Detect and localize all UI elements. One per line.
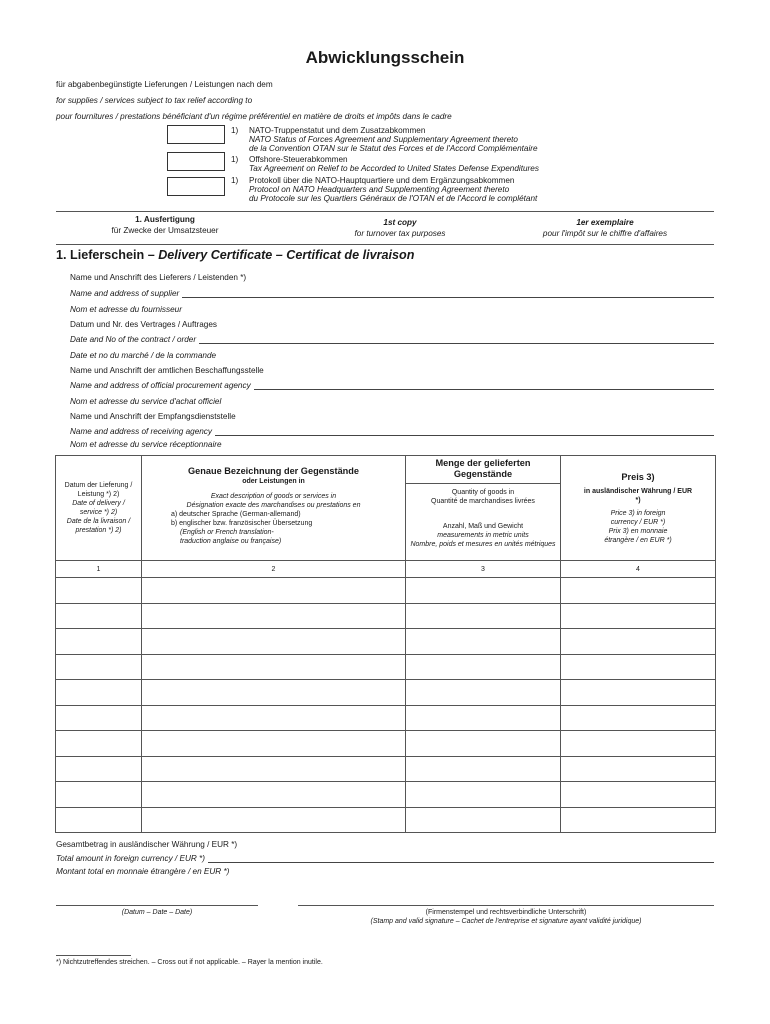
col-measure-de: Anzahl, Maß und Gewicht [442, 523, 524, 530]
column-number: 4 [561, 561, 716, 578]
receiving-label-de [70, 410, 714, 421]
contract-input-line[interactable] [199, 335, 714, 344]
contract-label-fr [70, 349, 714, 360]
supplier-field[interactable] [70, 287, 714, 298]
nato-sofa-checkbox[interactable] [167, 125, 225, 144]
quantity-cell[interactable] [406, 578, 561, 604]
option-sofa-fr: de la Convention OTAN sur le Statut des Forces et de l'Accord Complémentaire [249, 144, 538, 153]
copy-german-sub: für Zwecke der Umsatzsteuer [111, 225, 219, 235]
quantity-cell[interactable] [406, 731, 561, 757]
supplier-label-fr-text: Nom et adresse du fournisseur [70, 305, 182, 314]
procurement-label-de [70, 364, 714, 375]
intro-german: für abgabenbegünstigte Lieferungen / Leistungen nach dem [56, 80, 273, 89]
contract-label-de [70, 318, 714, 329]
col-description-sub: oder Leistungen in [242, 478, 305, 485]
col-quantity-header [406, 456, 561, 561]
intro-french: pour fournitures / prestations bénéficiant d'un régime préférentiel en matière de droits et impôts dans le cadre [56, 112, 452, 121]
quantity-cell[interactable] [406, 756, 561, 782]
total-input-line[interactable] [208, 854, 714, 863]
footnote: *) Nichtzutreffendes streichen. – Cross out if not applicable. – Rayer la mention inutile. [56, 959, 323, 966]
stamp-label-en-fr: (Stamp and valid signature – Cachet de l'entreprise et signature ayant validité juridique) [370, 918, 642, 925]
date-label: (Datum – Date – Date) [121, 909, 193, 916]
col-price-en: Price 3) in foreign [610, 510, 666, 517]
col-description-b: b) englischer bzw. französischer Übersetzung [171, 520, 313, 527]
stamp-label-de: (Firmenstempel und rechtsverbindliche Unterschrift) [425, 909, 587, 916]
date-cell[interactable] [56, 654, 142, 680]
price-cell[interactable] [561, 578, 716, 604]
column-number-row [56, 561, 716, 578]
col-description-b-en: (English or French translation- [180, 529, 274, 536]
procurement-field[interactable] [70, 379, 714, 390]
option-hq-en: Protocol on NATO Headquarters and Supplementing Agreement thereto [249, 185, 510, 194]
table-row [56, 807, 716, 833]
quantity-cell[interactable] [406, 680, 561, 706]
col-measure-en: measurements in metric units [437, 532, 529, 539]
description-cell[interactable] [142, 807, 406, 833]
quantity-cell[interactable] [406, 629, 561, 655]
description-cell[interactable] [142, 603, 406, 629]
copy-english-title: 1st copy [383, 218, 417, 227]
procurement-label-fr-text: Nom et adresse du service d'achat officiel [70, 397, 222, 406]
option-footnote: 1) [231, 126, 239, 135]
procurement-input-line[interactable] [254, 381, 714, 390]
option-footnote: 1) [231, 155, 239, 164]
receiving-label-text: Name und Anschrift der Empfangsdienststelle [70, 412, 236, 421]
quantity-cell[interactable] [406, 654, 561, 680]
divider [56, 211, 714, 212]
col-quantity-title: Menge der gelieferten Gegenstände [406, 456, 560, 484]
col-description-a: a) deutscher Sprache (German-allemand) [171, 511, 301, 518]
total-label-en: Total amount in foreign currency / EUR *) [56, 854, 205, 863]
description-cell[interactable] [142, 578, 406, 604]
section-title-de: 1. Lieferschein – [56, 248, 159, 262]
table-row [56, 782, 716, 808]
column-number: 1 [56, 561, 142, 578]
price-cell[interactable] [561, 756, 716, 782]
contract-label-fr-text: Date et no du marché / de la commande [70, 351, 217, 360]
col-price-fr: Prix 3) en monnaie [608, 528, 668, 535]
col-date-en: Date of delivery / [72, 500, 125, 507]
date-cell[interactable] [56, 782, 142, 808]
intro-english: for supplies / services subject to tax relief according to [56, 96, 253, 105]
quantity-cell[interactable] [406, 603, 561, 629]
procurement-label-en: Name and address of official procurement agency [70, 381, 251, 390]
table-row [56, 578, 716, 604]
contract-label-en: Date and No of the contract / order [70, 335, 197, 344]
total-label-de-text: Gesamtbetrag in ausländischer Währung / EUR *) [56, 840, 238, 849]
receiving-label-en: Name and address of receiving agency [70, 427, 212, 436]
price-cell[interactable] [561, 782, 716, 808]
col-date-fr2: prestation *) 2) [75, 527, 122, 534]
col-date-de: Datum der Lieferung / [64, 482, 133, 489]
table-row [56, 731, 716, 757]
option-sofa-en: NATO Status of Forces Agreement and Supplementary Agreement thereto [249, 135, 518, 144]
table-row [56, 705, 716, 731]
col-price-fr2: étrangère / en EUR *) [604, 537, 672, 544]
col-quantity-en: Quantity of goods in [451, 489, 515, 496]
total-label-fr [56, 865, 714, 876]
stamp-signature-line[interactable] [298, 905, 714, 906]
price-cell[interactable] [561, 654, 716, 680]
option-sofa-de: NATO-Truppenstatut und dem Zusatzabkommen [249, 126, 426, 135]
supplier-label-fr [70, 303, 714, 314]
option-offshore-de: Offshore-Steuerabkommen [249, 155, 348, 164]
price-cell[interactable] [561, 603, 716, 629]
date-cell[interactable] [56, 578, 142, 604]
offshore-tax-checkbox[interactable] [167, 152, 225, 171]
date-cell[interactable] [56, 629, 142, 655]
items-table [55, 455, 716, 833]
receiving-input-line[interactable] [215, 427, 714, 436]
option-offshore-en: Tax Agreement on Relief to be Accorded to United States Defense Expenditures [249, 164, 539, 173]
copy-german [56, 215, 274, 236]
receiving-field[interactable] [70, 425, 714, 436]
col-quantity-fr: Quantité de marchandises livrées [431, 498, 535, 505]
price-cell[interactable] [561, 705, 716, 731]
total-field[interactable] [56, 852, 714, 863]
supplier-label-text: Name und Anschrift des Lieferers / Leistenden *) [70, 273, 247, 282]
price-cell[interactable] [561, 807, 716, 833]
column-number: 2 [142, 561, 406, 578]
copy-english-sub: for turnover tax purposes [354, 228, 446, 238]
supplier-input-line[interactable] [182, 289, 714, 298]
col-date-de2: Leistung *) 2) [77, 491, 120, 498]
description-cell[interactable] [142, 782, 406, 808]
table-header-row [56, 456, 716, 561]
description-cell[interactable] [142, 731, 406, 757]
description-cell[interactable] [142, 705, 406, 731]
col-price-header [561, 456, 716, 561]
col-price-title: Preis 3) [621, 472, 655, 482]
column-number: 3 [406, 561, 561, 578]
divider [56, 244, 714, 245]
receiving-label-fr [70, 438, 714, 449]
total-label-de [56, 838, 714, 849]
supplier-label-en: Name and address of supplier [70, 289, 180, 298]
price-cell[interactable] [561, 629, 716, 655]
date-signature-line[interactable] [56, 905, 258, 906]
col-description-header [142, 456, 406, 561]
col-price-en2: currency / EUR *) [610, 519, 666, 526]
quantity-cell[interactable] [406, 782, 561, 808]
col-price-sub: in ausländischer Währung / EUR *) [583, 488, 693, 504]
option-hq-de: Protokoll über die NATO-Hauptquartiere und dem Ergänzungsabkommen [249, 176, 515, 185]
procurement-label-text: Name und Anschrift der amtlichen Beschaffungsstelle [70, 366, 264, 375]
col-description-en: Exact description of goods or services in [210, 493, 337, 500]
table-row [56, 654, 716, 680]
supplier-label-de [70, 271, 714, 282]
table-row [56, 680, 716, 706]
option-footnote: 1) [231, 176, 239, 185]
contract-label-text: Datum und Nr. des Vertrages / Auftrages [70, 320, 217, 329]
contract-field[interactable] [70, 333, 714, 344]
copy-french [500, 218, 710, 239]
copy-french-sub: pour l'impôt sur le chiffre d'affaires [542, 228, 668, 238]
price-cell[interactable] [561, 680, 716, 706]
col-date-fr: Date de la livraison / [66, 518, 131, 525]
total-label-fr-text: Montant total en monnaie étrangère / en EUR *) [56, 867, 230, 876]
date-cell[interactable] [56, 756, 142, 782]
col-description-title: Genaue Bezeichnung der Gegenstände [187, 466, 360, 476]
col-description-b-fr: traduction anglaise ou française) [180, 538, 282, 545]
option-hq-fr: du Protocole sur les Quartiers Généraux de l'OTAN et de l'Accord le complétant [249, 194, 538, 203]
section-title [56, 248, 414, 262]
page-title: Abwicklungsschein [305, 48, 465, 67]
receiving-label-fr-text: Nom et adresse du service réceptionnaire [70, 440, 222, 449]
procurement-label-fr [70, 395, 714, 406]
table-row [56, 629, 716, 655]
date-cell[interactable] [56, 680, 142, 706]
item-rows [56, 578, 716, 833]
date-cell[interactable] [56, 807, 142, 833]
nato-hq-checkbox[interactable] [167, 177, 225, 196]
table-row [56, 603, 716, 629]
copy-french-title: 1er exemplaire [576, 218, 634, 227]
col-measure-fr: Nombre, poids et mesures en unités métriques [410, 541, 556, 548]
table-row [56, 756, 716, 782]
date-cell[interactable] [56, 731, 142, 757]
description-cell[interactable] [142, 654, 406, 680]
copy-english [290, 218, 510, 239]
description-cell[interactable] [142, 756, 406, 782]
col-date-header [56, 456, 142, 561]
description-cell[interactable] [142, 629, 406, 655]
quantity-cell[interactable] [406, 807, 561, 833]
date-cell[interactable] [56, 705, 142, 731]
section-title-en-fr: Delivery Certificate – Certificat de livraison [158, 248, 415, 262]
footnote-divider [56, 955, 131, 956]
col-date-en2: service *) 2) [79, 509, 118, 516]
copy-german-title: 1. Ausfertigung [135, 215, 195, 224]
date-cell[interactable] [56, 603, 142, 629]
quantity-cell[interactable] [406, 705, 561, 731]
price-cell[interactable] [561, 731, 716, 757]
col-description-fr: Désignation exacte des marchandises ou prestations en [186, 502, 361, 509]
description-cell[interactable] [142, 680, 406, 706]
